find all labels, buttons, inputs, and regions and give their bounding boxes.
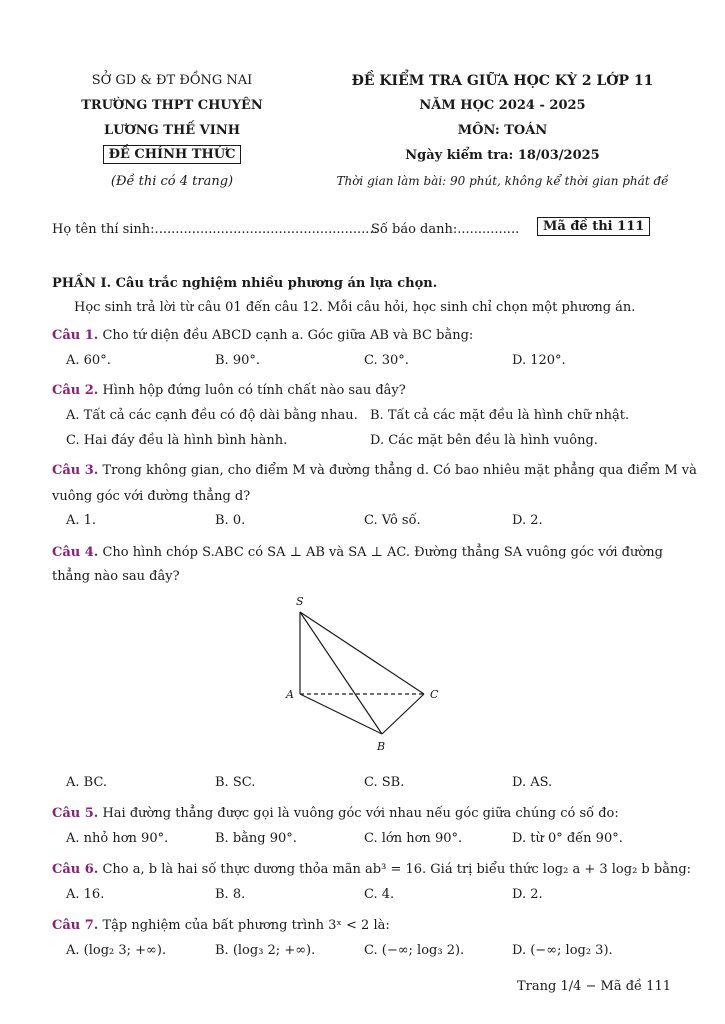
q1-option-a: A. 60°. xyxy=(66,353,111,368)
exam-date: Ngày kiểm tra: 18/03/2025 xyxy=(405,148,600,163)
school-name-1: TRƯỜNG THPT CHUYÊN xyxy=(81,98,263,113)
subject: MÔN: TOÁN xyxy=(457,123,548,138)
question-label: Câu 7. xyxy=(52,918,99,933)
exam-code: Mã đề thi 111 xyxy=(537,217,650,236)
school-name-2: LƯƠNG THẾ VINH xyxy=(103,123,241,138)
q2-option-a: A. Tất cả các cạnh đều có độ dài bằng nhau. xyxy=(66,408,358,423)
edge-sc xyxy=(300,612,424,694)
question-4-cont: thẳng nào sau đây? xyxy=(52,569,180,584)
vertex-label-b: B xyxy=(377,740,386,753)
question-text: Cho a, b là hai số thực dương thỏa mãn ab³ = 16. Giá trị biểu thức log₂ a + 3 log₂ b bằng: xyxy=(102,862,692,877)
q3-option-a: A. 1. xyxy=(66,513,97,528)
q7-option-d: D. (−∞; log₂ 3). xyxy=(512,943,613,958)
pyramid-figure xyxy=(270,590,460,760)
q4-option-a: A. BC. xyxy=(66,775,108,790)
edge-ab xyxy=(300,694,382,734)
question-label: Câu 2. xyxy=(52,383,99,398)
vertex-label-a: A xyxy=(286,688,294,701)
q5-option-d: D. từ 0° đến 90°. xyxy=(512,831,623,846)
question-3 xyxy=(52,463,697,478)
q1-option-d: D. 120°. xyxy=(512,353,566,368)
page-count-note: (Đề thi có 4 trang) xyxy=(110,174,234,189)
question-7 xyxy=(52,918,390,933)
question-2 xyxy=(52,383,406,398)
part1-instruction: Học sinh trả lời từ câu 01 đến câu 12. Mỗi câu hỏi, học sinh chỉ chọn một phương án. xyxy=(74,300,636,315)
edge-bc xyxy=(382,694,424,734)
question-label: Câu 5. xyxy=(52,806,99,821)
question-4 xyxy=(52,545,663,560)
exam-code-wrap xyxy=(537,217,650,236)
question-3-cont: vuông góc với đường thẳng d? xyxy=(52,489,251,504)
question-text: Cho tứ diện đều ABCD cạnh a. Góc giữa AB và BC bằng: xyxy=(102,328,474,343)
question-label: Câu 1. xyxy=(52,328,99,343)
q6-option-c: C. 4. xyxy=(364,887,395,902)
q3-option-c: C. Vô số. xyxy=(364,513,421,528)
question-label: Câu 4. xyxy=(52,545,99,560)
q6-option-a: A. 16. xyxy=(66,887,105,902)
q4-option-c: C. SB. xyxy=(364,775,405,790)
q6-option-b: B. 8. xyxy=(215,887,246,902)
vertex-label-c: C xyxy=(430,688,439,701)
q2-option-c: C. Hai đáy đều là hình bình hành. xyxy=(66,433,288,448)
vertex-label-s: S xyxy=(296,595,304,608)
question-label: Câu 6. xyxy=(52,862,99,877)
student-id-field: Số báo danh:............... xyxy=(371,222,520,237)
q6-option-d: D. 2. xyxy=(512,887,543,902)
official-badge-wrap xyxy=(52,145,292,164)
student-name-field: Họ tên thí sinh:...................................................... xyxy=(52,222,378,237)
question-text: Hai đường thẳng được gọi là vuông góc với nhau nếu góc giữa chúng có số đo: xyxy=(102,806,619,821)
q7-option-b: B. (log₃ 2; +∞). xyxy=(215,943,316,958)
time-limit: Thời gian làm bài: 90 phút, không kể thời gian phát đề xyxy=(336,174,669,188)
q4-option-d: D. AS. xyxy=(512,775,553,790)
q2-option-d: D. Các mặt bên đều là hình vuông. xyxy=(370,433,598,448)
q3-option-d: D. 2. xyxy=(512,513,543,528)
q7-option-c: C. (−∞; log₃ 2). xyxy=(364,943,465,958)
q5-option-c: C. lớn hơn 90°. xyxy=(364,831,463,846)
school-year: NĂM HỌC 2024 - 2025 xyxy=(419,98,586,113)
part1-title: PHẦN I. Câu trắc nghiệm nhiều phương án lựa chọn. xyxy=(52,276,438,291)
question-text: Cho hình chóp S.ABC có SA ⊥ AB và SA ⊥ AC. Đường thẳng SA vuông góc với đường xyxy=(102,545,663,560)
q1-option-b: B. 90°. xyxy=(215,353,260,368)
question-6 xyxy=(52,862,691,877)
question-text: Tập nghiệm của bất phương trình 3ˣ < 2 là: xyxy=(102,918,390,933)
q4-option-b: B. SC. xyxy=(215,775,256,790)
q3-option-b: B. 0. xyxy=(215,513,246,528)
q7-option-a: A. (log₂ 3; +∞). xyxy=(66,943,167,958)
question-5 xyxy=(52,806,619,821)
official-badge: ĐỀ CHÍNH THỨC xyxy=(103,145,242,164)
page-footer: Trang 1/4 − Mã đề 111 xyxy=(516,979,671,994)
edge-sb xyxy=(300,612,382,734)
question-1 xyxy=(52,328,473,343)
question-label: Câu 3. xyxy=(52,463,99,478)
exam-title: ĐỀ KIỂM TRA GIỮA HỌC KỲ 2 LỚP 11 xyxy=(351,73,654,89)
question-text: Trong không gian, cho điểm M và đường thẳng d. Có bao nhiêu mặt phẳng qua điểm M và xyxy=(102,463,697,478)
q1-option-c: C. 30°. xyxy=(364,353,409,368)
q5-option-b: B. bằng 90°. xyxy=(215,831,297,846)
q2-option-b: B. Tất cả các mặt đều là hình chữ nhật. xyxy=(370,408,630,423)
question-text: Hình hộp đứng luôn có tính chất nào sau đây? xyxy=(102,383,406,398)
q5-option-a: A. nhỏ hơn 90°. xyxy=(66,831,169,846)
dept-name: SỞ GD & ĐT ĐỒNG NAI xyxy=(91,73,253,88)
